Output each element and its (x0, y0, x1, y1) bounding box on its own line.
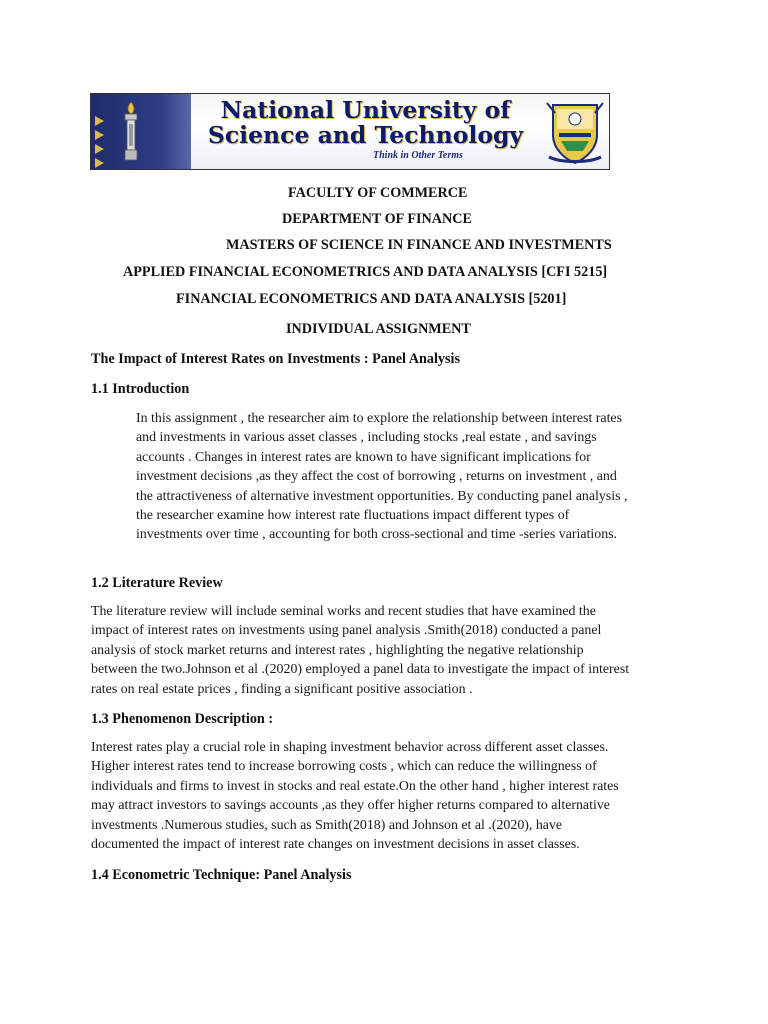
paragraph-line: impact of interest rates on investments using panel analysis .Smith(2018) conducted a panel (91, 623, 602, 639)
programme-title: MASTERS OF SCIENCE IN FINANCE AND INVESTMENTS (226, 237, 612, 253)
department-title: DEPARTMENT OF FINANCE (282, 211, 472, 227)
course-title-1: APPLIED FINANCIAL ECONOMETRICS AND DATA ANALYSIS [CFI 5215] (123, 264, 608, 280)
paragraph-line: investments .Numerous studies, such as Smith(2018) and Johnson et al .(2020), have (91, 817, 563, 833)
paragraph-line: The literature review will include seminal works and recent studies that have examined the (91, 604, 596, 619)
banner-strip (91, 94, 191, 169)
paragraph-line: between the two.Johnson et al .(2020) employed a panel data to investigate the impact of interest (91, 662, 630, 678)
section-heading-phenomenon-description: 1.3 Phenomenon Description : (91, 711, 274, 727)
paragraph-line: the attractiveness of alternative investment opportunities. By conducting panel analysis , (136, 488, 628, 504)
phenomenon-description-paragraph (91, 738, 691, 854)
paragraph-line: investments over time , accounting for both cross-sectional and time -series variations. (136, 527, 618, 543)
paragraph-line: documented the impact of interest rate changes on investment decisions in asset classes. (91, 837, 580, 853)
course-title-2: FINANCIAL ECONOMETRICS AND DATA ANALYSIS [5201] (176, 291, 567, 307)
assignment-type: INDIVIDUAL ASSIGNMENT (286, 321, 471, 337)
university-tagline: Think in Other Terms (373, 150, 463, 161)
paragraph-line: accounts . Changes in interest rates are known to have significant implications for (136, 449, 591, 465)
section-heading-literature-review: 1.2 Literature Review (91, 575, 223, 591)
section-heading-econometric-technique: 1.4 Econometric Technique: Panel Analysis (91, 867, 352, 883)
torch-icon (119, 100, 143, 164)
paragraph-line: individuals and firms to invest in stocks and real estate.On the other hand , higher interest rates (91, 778, 619, 794)
university-name-line1: National University of (220, 96, 511, 124)
introduction-paragraph (136, 409, 696, 545)
paragraph-line: may attract investors to savings accounts ,as they offer higher returns compared to alternative (91, 798, 610, 814)
paragraph-line: the researcher examine how interest rate fluctuations impact different types of (136, 508, 570, 524)
paragraph-line: analysis of stock market returns and interest rates , highlighting the negative relationship (91, 642, 584, 658)
banner-arrows (95, 116, 104, 170)
paragraph-line: In this assignment , the researcher aim to explore the relationship between interest rates (136, 411, 623, 426)
university-name-line2: Science and Technology (207, 121, 524, 149)
paragraph-line: and investments in various asset classes , including stocks ,real estate , and savings (136, 430, 597, 446)
paragraph-line: rates on real estate prices , finding a significant positive association . (91, 681, 473, 697)
paragraph-line: investment decisions ,as they affect the cost of borrowing , returns on investment , and (136, 469, 617, 485)
paragraph-line: Interest rates play a crucial role in shaping investment behavior across different asset classes. (91, 740, 609, 755)
university-name (193, 98, 538, 148)
faculty-title: FACULTY OF COMMERCE (288, 185, 468, 201)
university-banner (90, 93, 610, 170)
paragraph-line: Higher interest rates tend to increase borrowing costs , which can reduce the willingness of (91, 759, 597, 775)
document-title: The Impact of Interest Rates on Investments : Panel Analysis (91, 351, 460, 367)
section-heading-introduction: 1.1 Introduction (91, 381, 190, 397)
university-crest-icon (543, 99, 607, 165)
literature-review-paragraph (91, 602, 691, 699)
